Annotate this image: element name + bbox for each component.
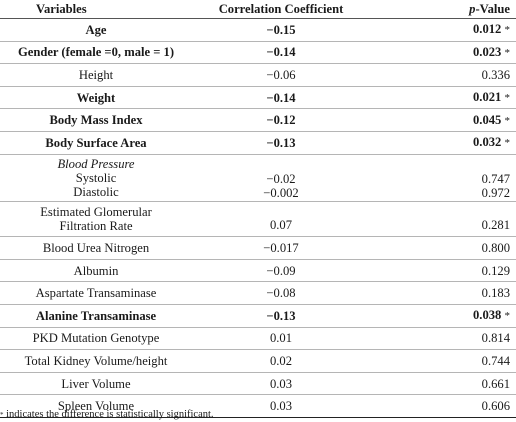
p-value-cell [370,395,516,418]
variable-cell: Body Surface Area [0,131,192,154]
coefficient-cell: −0.09 [192,259,370,282]
header-p-letter: p [469,2,476,16]
variable-cell [0,154,192,201]
variable-cell: Albumin [0,259,192,282]
p-value-text: 0.606 [481,399,510,414]
table-row [0,19,516,42]
p-value-text: 0.814 [481,331,510,346]
table-row [0,41,516,64]
coefficient-cell [192,154,370,201]
p-value-text: 0.800 [481,240,510,255]
variable-cell: Age [0,19,192,42]
table-row [0,327,516,350]
header-p-suffix: -Value [475,2,510,16]
p-value-text: 0.129 [481,263,510,278]
diastolic-p-value: 0.972 [481,185,510,200]
variable-cell: Height [0,64,192,87]
p-value-text: 0.021 [473,90,502,105]
p-value-text: 0.183 [481,286,510,301]
p-value-cell [370,86,516,109]
table-row [0,304,516,327]
header-correlation-coefficient: Correlation Coefficient [192,0,370,19]
egfr-label-line2: Filtration Rate [59,218,133,233]
footnote-text: indicates the difference is statistically significant. [3,409,214,420]
coefficient-cell: 0.01 [192,327,370,350]
variable-cell: Gender (female =0, male = 1) [0,41,192,64]
table-row [0,86,516,109]
coefficient-cell: −0.12 [192,109,370,132]
table-row [0,64,516,87]
p-value-cell [370,372,516,395]
p-value-cell [370,19,516,42]
variable-cell: Spleen Volume [0,395,192,418]
coefficient-cell: 0.03 [192,395,370,418]
significance-marker: * [504,114,510,127]
variable-cell: Aspartate Transaminase [0,282,192,305]
systolic-coefficient: −0.02 [266,171,296,186]
header-row [0,0,516,19]
variable-cell: Weight [0,86,192,109]
header-p-value [370,0,516,19]
coefficient-cell: 0.03 [192,372,370,395]
table-row [0,109,516,132]
p-value-text: 0.744 [481,353,510,368]
coefficient-cell: 0.02 [192,350,370,373]
p-value-cell [370,64,516,87]
significance-marker: * [504,46,510,59]
p-value-cell [370,109,516,132]
p-value-cell [370,259,516,282]
variable-cell: Alanine Transaminase [0,304,192,327]
table-row-blood-pressure [0,154,516,201]
p-value-cell [370,282,516,305]
p-value-cell [370,350,516,373]
table-row [0,350,516,373]
coefficient-cell: −0.14 [192,41,370,64]
coefficient-cell: −0.15 [192,19,370,42]
p-value-text: 0.023 [473,44,502,59]
p-value-cell [370,131,516,154]
p-value-text: 0.045 [473,112,502,127]
significance-marker: * [504,310,510,323]
variable-cell: Blood Urea Nitrogen [0,237,192,260]
table-row [0,237,516,260]
variable-cell: Liver Volume [0,372,192,395]
table-row-egfr [0,201,516,237]
coefficient-cell: −0.13 [192,304,370,327]
footnote-marker: * [0,411,4,419]
variable-cell: PKD Mutation Genotype [0,327,192,350]
p-value-text: 0.038 [473,308,502,323]
coefficient-cell: −0.08 [192,282,370,305]
coefficient-cell: −0.017 [192,237,370,260]
variable-cell: Total Kidney Volume/height [0,350,192,373]
p-value-text: 0.661 [481,376,510,391]
p-value-cell [370,327,516,350]
header-variables: Variables [0,0,192,19]
variable-cell: Body Mass Index [0,109,192,132]
coefficient-cell: −0.13 [192,131,370,154]
footnote [0,409,214,421]
diastolic-coefficient: −0.002 [263,185,299,200]
significance-marker: * [504,24,510,37]
coefficient-cell: 0.07 [192,201,370,237]
blood-pressure-heading: Blood Pressure [57,156,135,171]
egfr-label-line1: Estimated Glomerular [40,204,152,219]
table-row [0,282,516,305]
table-row [0,131,516,154]
systolic-p-value: 0.747 [481,171,510,186]
coefficient-cell: −0.14 [192,86,370,109]
p-value-cell [370,304,516,327]
p-value-text: 0.012 [473,22,502,37]
diastolic-label: Diastolic [73,184,119,199]
p-value-cell [370,41,516,64]
p-value-cell [370,154,516,201]
significance-marker: * [504,137,510,150]
p-value-cell [370,237,516,260]
table-row [0,372,516,395]
systolic-label: Systolic [75,170,117,185]
table-row [0,259,516,282]
p-value-text: 0.336 [481,67,510,82]
table-body [0,19,516,418]
variable-cell [0,201,192,237]
p-value-text: 0.032 [473,135,502,150]
coefficient-cell: −0.06 [192,64,370,87]
significance-marker: * [504,92,510,105]
p-value-cell: 0.281 [370,201,516,237]
